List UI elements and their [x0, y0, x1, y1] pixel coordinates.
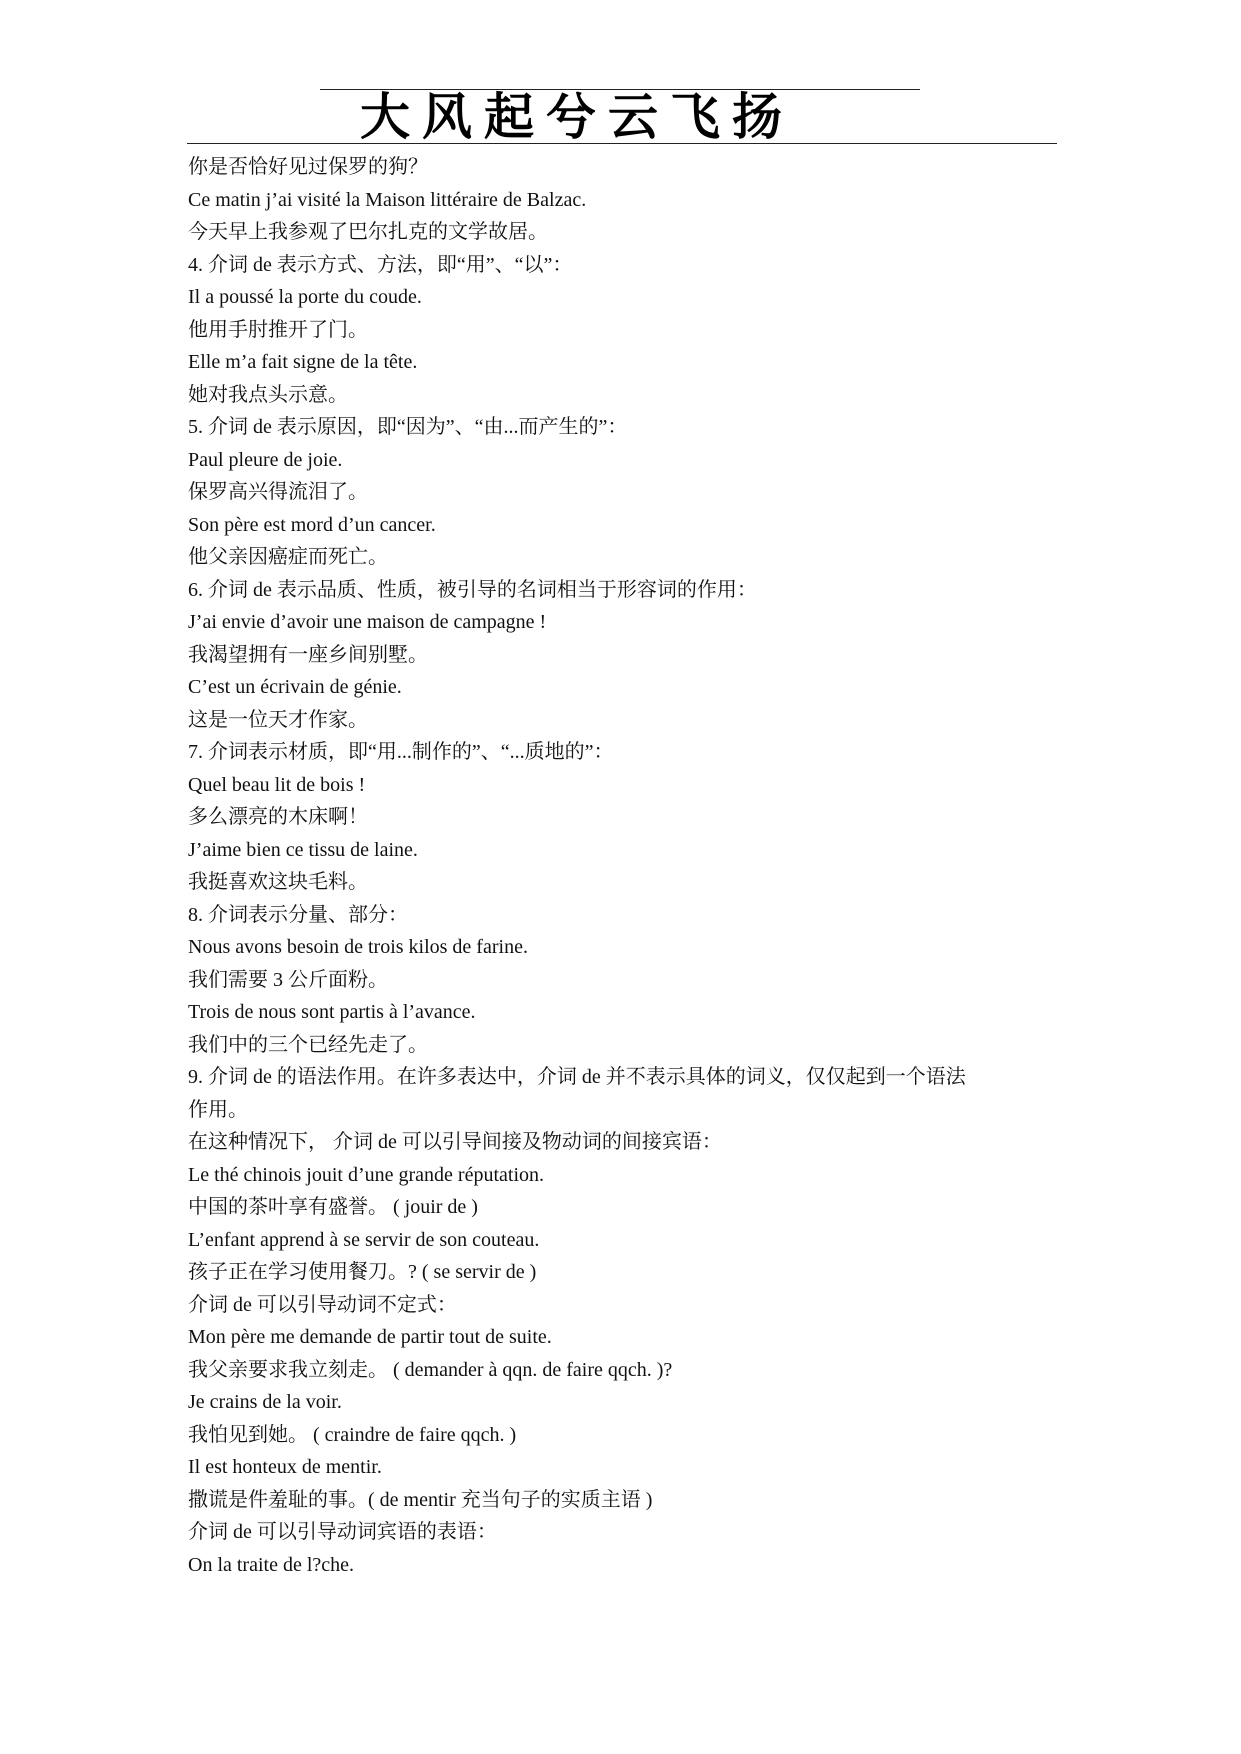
- text-line: 保罗高兴得流泪了。: [188, 481, 368, 503]
- text-line: 我挺喜欢这块毛料。: [188, 871, 368, 893]
- section-heading: 4. 介词 de 表示方式、方法，即“用”、“以”：: [188, 253, 573, 276]
- text-line: 在这种情况下， 介词 de 可以引导间接及物动词的间接宾语：: [188, 1131, 722, 1153]
- text-line: Le thé chinois jouit d’une grande réputation.: [188, 1163, 545, 1186]
- section-heading: 6. 介词 de 表示品质、性质，被引导的名词相当于形容词的作用：: [188, 578, 757, 601]
- text-line: L’enfant apprend à se servir de son couteau.: [188, 1228, 540, 1251]
- text-line: 介词 de 可以引导动词不定式：: [188, 1293, 457, 1316]
- text-line: 我渴望拥有一座乡间别墅。: [188, 643, 428, 666]
- text-line: Son père est mord d’un cancer.: [188, 513, 436, 536]
- text-line: Paul pleure de joie.: [188, 448, 343, 471]
- text-line: Ce matin j’ai visité la Maison littéraire de Balzac.: [188, 188, 587, 211]
- header-calligraphy-title: 大风起兮云飞扬: [360, 87, 794, 146]
- document-body: [188, 151, 1068, 1581]
- text-line: Elle m’a fait signe de la tête.: [188, 351, 418, 373]
- section-heading: 5. 介词 de 表示原因，即“因为”、“由...而产生的”：: [188, 416, 628, 438]
- text-line: Trois de nous sont partis à l’avance.: [188, 1001, 476, 1023]
- text-line: 我们需要 3 公斤面粉。: [188, 968, 388, 991]
- text-line: 介词 de 可以引导动词宾语的表语：: [188, 1521, 497, 1543]
- header-bottom-rule: [187, 143, 1057, 144]
- text-line: 他父亲因癌症而死亡。: [188, 546, 388, 568]
- text-line: J’aime bien ce tissu de laine.: [188, 838, 418, 861]
- text-line: 孩子正在学习使用餐刀。? ( se servir de ): [188, 1261, 537, 1283]
- text-line: J’ai envie d’avoir une maison de campagne !: [188, 611, 547, 633]
- text-line: 作用。: [188, 1098, 248, 1121]
- text-line: Mon père me demande de partir tout de suite.: [188, 1326, 552, 1348]
- text-line: Il a poussé la porte du coude.: [188, 286, 422, 308]
- text-line: Quel beau lit de bois !: [188, 773, 366, 796]
- text-line: 我父亲要求我立刻走。 ( demander à qqn. de faire qqch. )?: [188, 1358, 673, 1381]
- text-line: 今天早上我参观了巴尔扎克的文学故居。: [188, 221, 548, 243]
- section-heading: 7. 介词表示材质，即“用...制作的”、“...质地的”：: [188, 741, 614, 763]
- text-line: 我怕见到她。 ( craindre de faire qqch. ): [188, 1423, 517, 1446]
- text-line: 中国的茶叶享有盛誉。 ( jouir de ): [188, 1196, 478, 1218]
- text-line: 这是一位天才作家。: [188, 708, 368, 731]
- text-line: 你是否恰好见过保罗的狗？: [188, 156, 428, 178]
- text-line: C’est un écrivain de génie.: [188, 676, 402, 698]
- text-line: Il est honteux de mentir.: [188, 1456, 382, 1478]
- text-line: On la traite de l?che.: [188, 1553, 355, 1576]
- text-line: Nous avons besoin de trois kilos de farine.: [188, 936, 528, 958]
- text-line: 她对我点头示意。: [188, 383, 348, 406]
- text-line: 我们中的三个已经先走了。: [188, 1033, 428, 1056]
- text-line: 他用手肘推开了门。: [188, 318, 368, 341]
- section-heading: 9. 介词 de 的语法作用。在许多表达中，介词 de 并不表示具体的词义，仅仅起到一个语法: [188, 1066, 966, 1088]
- section-heading: 8. 介词表示分量、部分：: [188, 903, 408, 926]
- text-line: 多么漂亮的木床啊！: [188, 806, 368, 828]
- text-line: Je crains de la voir.: [188, 1391, 342, 1413]
- text-line: 撒谎是件羞耻的事。( de mentir 充当句子的实质主语 ): [188, 1488, 653, 1511]
